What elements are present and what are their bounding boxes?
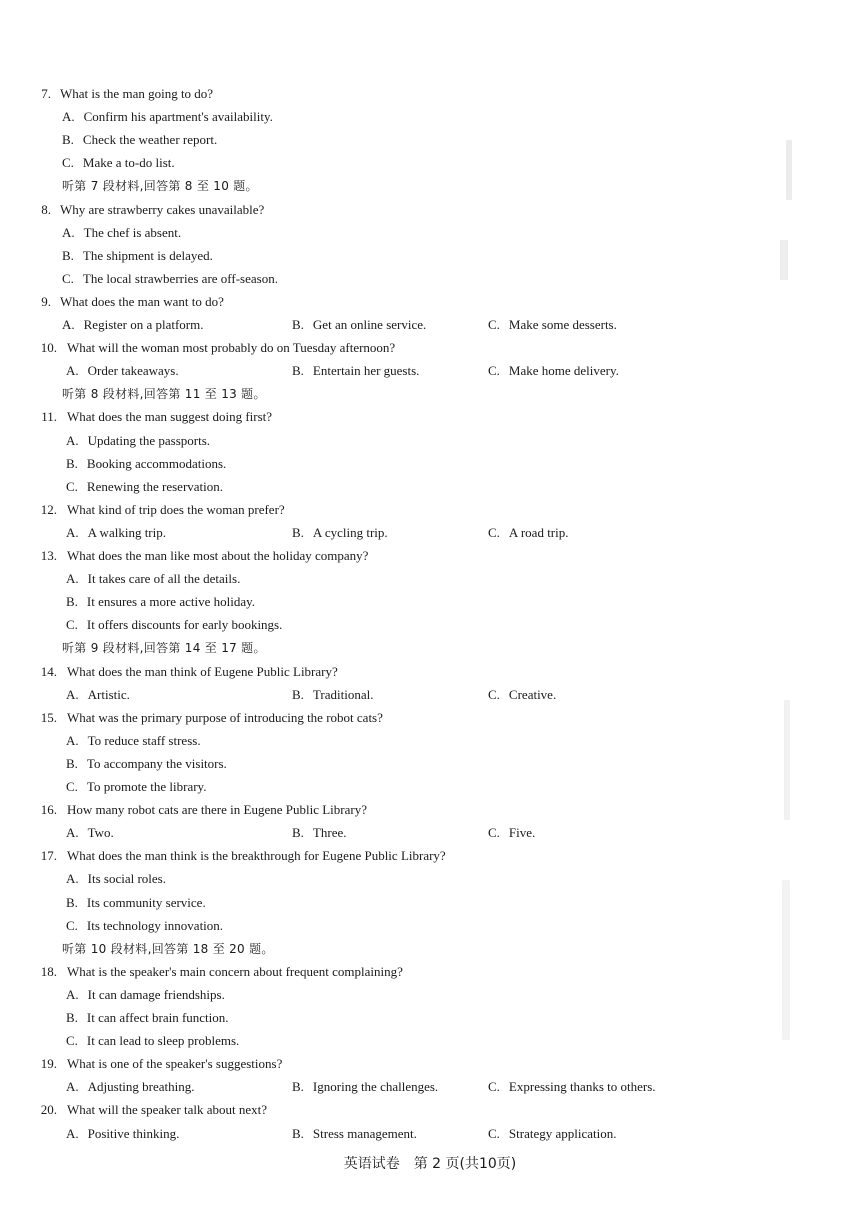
question-number: 20. [40,1102,57,1118]
answer-option[interactable] [488,317,617,333]
option-label: B. [292,1125,304,1141]
option-label: C. [488,1079,500,1095]
option-text: It can lead to sleep problems. [86,1033,240,1049]
option-text: Creative. [508,686,557,702]
question-text: What kind of trip does the woman prefer? [67,501,285,517]
option-text: Strategy application. [508,1125,617,1141]
answer-option[interactable] [488,825,535,841]
question-text: What was the primary purpose of introducing the robot cats? [67,709,383,725]
option-text: Expressing thanks to others. [508,1079,656,1095]
page-footer: 英语试卷 第 2 页(共10页) [343,1156,517,1172]
option-text: Order takeaways. [87,363,179,379]
option-text: Artistic. [87,686,130,702]
option-text: Confirm his apartment's availability. [83,109,273,125]
option-label: C. [488,1125,500,1141]
option-text: Entertain her guests. [312,363,420,379]
section-directive: 听第 8 段材料,回答第 11 至 13 题。 [62,387,266,402]
option-label: B. [62,132,74,148]
option-text: To promote the library. [86,779,207,794]
question-number: 8. [41,201,51,217]
option-label: A. [66,571,79,587]
option-text: Make some desserts. [508,317,617,332]
answer-option[interactable] [66,756,227,772]
option-text: Register on a platform. [83,317,204,332]
answer-option[interactable] [62,109,273,125]
option-label: B. [292,1079,304,1095]
answer-option[interactable] [292,1079,438,1095]
option-text: It takes care of all the details. [87,571,241,587]
option-label: B. [66,755,78,771]
option-label: C. [488,363,500,379]
question-number: 18. [40,963,57,979]
question-number: 15. [40,709,57,725]
answer-option[interactable] [488,363,619,379]
answer-option[interactable] [62,155,175,171]
option-label: A. [66,432,79,448]
scan-artifact [784,700,790,820]
option-label: A. [62,109,75,125]
option-label: B. [66,894,78,910]
answer-option[interactable] [488,1079,656,1095]
question-number: 10. [40,340,57,356]
question-number: 13. [40,548,57,563]
question-text: What does the man like most about the holiday company? [67,548,369,563]
option-label: A. [62,317,75,332]
answer-option[interactable] [488,1126,617,1142]
question-text: What does the man suggest doing first? [67,409,273,425]
option-label: B. [292,686,304,702]
question-text: What does the man think of Eugene Public Library? [67,663,338,679]
answer-option[interactable] [292,363,419,379]
answer-option[interactable] [62,225,181,241]
option-label: C. [66,779,78,794]
question-text: Why are strawberry cakes unavailable? [60,201,265,217]
option-label: C. [62,270,74,286]
option-text: It ensures a more active holiday. [86,594,256,610]
option-text: Its social roles. [87,871,166,887]
option-text: Its technology innovation. [86,917,224,933]
option-label: B. [66,1010,78,1025]
option-text: Updating the passports. [87,432,211,448]
question-number: 7. [41,86,51,101]
option-label: B. [62,247,74,263]
question-text: What is the speaker's main concern about frequent complaining? [67,963,403,979]
option-label: C. [488,686,500,702]
question-number: 17. [40,848,57,864]
option-label: C. [488,317,500,332]
option-label: C. [66,478,78,494]
question-text: What will the woman most probably do on Tuesday afternoon? [67,340,396,356]
option-text: Positive thinking. [87,1125,180,1141]
answer-option[interactable] [66,1033,239,1049]
scan-artifact [782,880,790,1040]
option-text: Get an online service. [312,317,427,332]
answer-option[interactable] [62,132,217,148]
question-text: What is the man going to do? [60,86,214,101]
answer-option[interactable] [66,617,282,633]
option-text: The shipment is delayed. [82,247,213,263]
question-number: 12. [40,501,57,517]
option-label: A. [66,986,79,1002]
answer-option[interactable] [66,895,206,911]
answer-option[interactable] [66,594,255,610]
option-text: Make home delivery. [508,363,619,379]
answer-option[interactable] [66,1010,229,1026]
option-text: Stress management. [312,1125,417,1141]
answer-option[interactable] [66,687,130,703]
answer-option[interactable] [66,871,166,887]
answer-option[interactable] [488,687,556,703]
option-text: The chef is absent. [83,224,182,240]
answer-option[interactable] [66,433,210,449]
option-label: C. [66,1033,78,1049]
scan-artifact [780,240,788,280]
question-text: What is one of the speaker's suggestions? [67,1056,283,1072]
option-text: Its community service. [86,894,206,910]
option-text: Two. [87,825,114,841]
option-text: A walking trip. [87,524,166,540]
answer-option[interactable] [66,779,206,795]
option-text: Renewing the reservation. [86,478,224,494]
answer-option[interactable] [62,317,204,333]
option-text: Three. [312,825,347,841]
scan-artifact [786,140,792,200]
question-number: 16. [40,802,57,818]
answer-option[interactable] [292,825,346,841]
option-text: To accompany the visitors. [86,755,227,771]
question-text: How many robot cats are there in Eugene Public Library? [67,802,367,818]
answer-option[interactable] [66,1079,195,1095]
answer-option[interactable] [66,525,166,541]
option-label: A. [66,1125,79,1141]
option-label: A. [66,524,79,540]
answer-option[interactable] [66,456,226,472]
option-label: C. [488,825,500,841]
option-label: B. [292,825,304,841]
option-text: Make a to-do list. [82,155,175,171]
option-text: To reduce staff stress. [87,732,201,748]
answer-option[interactable] [292,317,426,333]
section-directive: 听第 9 段材料,回答第 14 至 17 题。 [62,641,266,656]
option-label: C. [488,524,500,540]
option-text: Ignoring the challenges. [312,1079,439,1095]
option-label: C. [66,917,78,933]
question-text: What does the man want to do? [60,293,224,309]
answer-option[interactable] [66,1126,179,1142]
option-text: It offers discounts for early bookings. [86,617,283,633]
option-text: It can affect brain function. [86,1010,229,1025]
answer-option[interactable] [292,525,388,541]
option-label: C. [62,155,74,171]
option-label: A. [66,363,79,379]
option-label: B. [66,455,78,471]
option-text: Booking accommodations. [86,455,227,471]
answer-option[interactable] [66,987,225,1003]
answer-option[interactable] [62,271,278,287]
answer-option[interactable] [66,825,114,841]
question-text: What will the speaker talk about next? [67,1102,267,1118]
option-label: C. [66,617,78,633]
option-text: A cycling trip. [312,524,388,540]
section-directive: 听第 7 段材料,回答第 8 至 10 题。 [62,179,258,194]
option-label: A. [66,686,79,702]
answer-option[interactable] [488,525,569,541]
answer-option[interactable] [292,1126,417,1142]
question-number: 14. [40,663,57,679]
option-text: Check the weather report. [82,132,218,148]
answer-option[interactable] [66,479,223,495]
answer-option[interactable] [66,571,240,587]
option-label: A. [66,1079,79,1095]
answer-option[interactable] [66,918,223,934]
option-label: B. [66,594,78,610]
answer-option[interactable] [62,248,213,264]
option-text: The local strawberries are off-season. [82,270,278,286]
answer-option[interactable] [292,687,373,703]
option-label: A. [66,871,79,887]
question-number: 9. [41,293,51,309]
question-text: What does the man think is the breakthrough for Eugene Public Library? [67,848,446,864]
option-text: A road trip. [508,524,569,540]
question-number: 19. [40,1056,57,1072]
option-label: A. [66,825,79,841]
answer-option[interactable] [66,733,201,749]
option-label: B. [292,317,304,332]
option-text: Traditional. [312,686,374,702]
answer-option[interactable] [66,363,179,379]
option-label: A. [62,224,75,240]
option-text: Adjusting breathing. [87,1079,195,1095]
section-directive: 听第 10 段材料,回答第 18 至 20 题。 [62,941,274,956]
option-label: A. [66,732,79,748]
option-text: Five. [508,825,536,841]
question-number: 11. [41,409,57,425]
option-label: B. [292,524,304,540]
option-text: It can damage friendships. [87,986,225,1002]
option-label: B. [292,363,304,379]
